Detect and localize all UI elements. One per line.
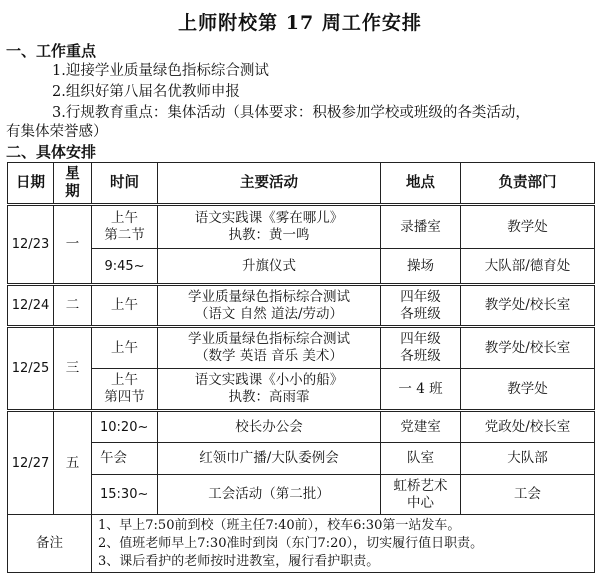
header-place: 地点 [381, 163, 461, 205]
weekday-cell: 三 [54, 327, 92, 411]
section-heading-schedule: 二、具体安排 [6, 143, 97, 161]
place-cell: 录播室 [381, 205, 461, 249]
header-date: 日期 [8, 163, 54, 205]
activity-cell: 语文实践课《小小的船》 执教：高雨霏 [158, 369, 381, 411]
weekday-cell: 二 [54, 285, 92, 327]
time-cell: 上午 [92, 285, 158, 327]
activity-cell: 语文实践课《雾在哪儿》 执教：黄一鸣 [158, 205, 381, 249]
time-cell: 上午 第四节 [92, 369, 158, 411]
section-heading-focus: 一、工作重点 [6, 42, 97, 60]
activity-cell: 校长办公会 [158, 411, 381, 443]
table-row [8, 285, 595, 327]
activity-cell: 学业质量绿色指标综合测试 （语文 自然 道法/劳动） [158, 285, 381, 327]
table-row [8, 475, 595, 515]
dept-cell: 教学处/校长室 [461, 285, 595, 327]
table-row [8, 411, 595, 443]
dept-cell: 党政处/校长室 [461, 411, 595, 443]
dept-cell: 大队部 [461, 443, 595, 475]
note-item-3: 3、课后看护的老师按时进教室，履行看护职责。 [98, 553, 380, 569]
place-cell: 队室 [381, 443, 461, 475]
dept-cell: 教学处 [461, 205, 595, 249]
weekday-cell: 一 [54, 205, 92, 285]
time-cell: 午会 [92, 443, 158, 475]
date-cell: 12/23 [8, 205, 54, 285]
dept-cell: 教学处 [461, 369, 595, 411]
time-cell: 9:45~ [92, 249, 158, 285]
activity-cell: 升旗仪式 [158, 249, 381, 285]
schedule-table [7, 162, 595, 573]
notes-content [92, 515, 595, 573]
focus-item-3-continued: 有集体荣誉感） [6, 124, 108, 140]
date-cell: 12/25 [8, 327, 54, 411]
date-cell: 12/27 [8, 411, 54, 515]
time-cell: 上午 第二节 [92, 205, 158, 249]
table-row [8, 249, 595, 285]
header-dept: 负责部门 [461, 163, 595, 205]
date-cell: 12/24 [8, 285, 54, 327]
place-cell: 一 4 班 [381, 369, 461, 411]
place-cell: 虹桥艺术 中心 [381, 475, 461, 515]
place-cell: 操场 [381, 249, 461, 285]
weekday-cell: 五 [54, 411, 92, 515]
header-row [8, 163, 595, 205]
place-cell: 四年级 各班级 [381, 327, 461, 369]
notes-row [8, 515, 595, 573]
header-time: 时间 [92, 163, 158, 205]
activity-cell: 工会活动（第二批） [158, 475, 381, 515]
time-cell: 10:20~ [92, 411, 158, 443]
note-item-1: 1、早上7:50前到校（班主任7:40前），校车6:30第一站发车。 [98, 517, 461, 533]
table-row [8, 327, 595, 369]
page-title: 上师附校第 17 周工作安排 [178, 12, 422, 34]
activity-cell: 红领巾广播/大队委例会 [158, 443, 381, 475]
notes-label: 备注 [8, 515, 92, 573]
header-weekday: 星 期 [54, 163, 92, 205]
table-row [8, 369, 595, 411]
place-cell: 党建室 [381, 411, 461, 443]
note-item-2: 2、值班老师早上7:30准时到岗（东门7:20），切实履行值日职责。 [98, 535, 484, 551]
table-row [8, 443, 595, 475]
header-activity: 主要活动 [158, 163, 381, 205]
time-cell: 15:30~ [92, 475, 158, 515]
dept-cell: 教学处/校长室 [461, 327, 595, 369]
focus-item-3: 3.行规教育重点：集体活动（具体要求：积极参加学校或班级的各类活动， [52, 105, 530, 121]
activity-cell: 学业质量绿色指标综合测试 （数学 英语 音乐 美术） [158, 327, 381, 369]
place-cell: 四年级 各班级 [381, 285, 461, 327]
focus-item-1: 1.迎接学业质量绿色指标综合测试 [52, 63, 269, 79]
focus-item-2: 2.组织好第八届名优教师申报 [52, 84, 240, 100]
time-cell: 上午 [92, 327, 158, 369]
table-row [8, 205, 595, 249]
dept-cell: 工会 [461, 475, 595, 515]
dept-cell: 大队部/德育处 [461, 249, 595, 285]
